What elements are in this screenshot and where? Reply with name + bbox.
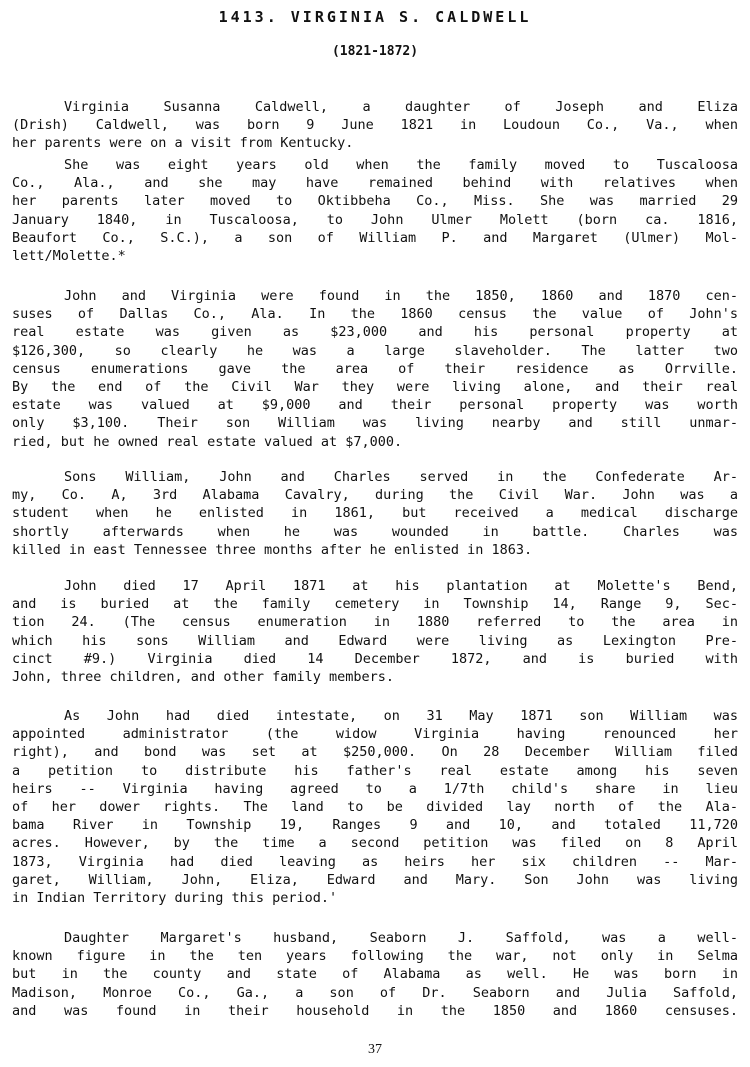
text-line: Daughter Margaret's husband, Seaborn J. Saffold, was a well-: [64, 930, 738, 946]
text-line: Virginia Susanna Caldwell, a daughter of Joseph and Eliza: [64, 99, 738, 115]
page-number: 37: [368, 1042, 382, 1057]
text-line: of her dower rights. The land to be divided lay north of the Ala-: [12, 798, 738, 815]
text-line: 1873, Virginia had died leaving as heirs her six children -- Mar-: [12, 853, 738, 870]
text-line: bama River in Township 19, Ranges 9 and 10, and totaled 11,720: [12, 817, 738, 834]
paragraph-birth: [12, 98, 738, 153]
text-line: John died 17 April 1871 at his plantation at Molette's Bend,: [64, 578, 738, 594]
text-line: student when he enlisted in 1861, but received a medical discharge: [12, 505, 738, 522]
text-line: cinct #9.) Virginia died 14 December 1872, and is buried with: [12, 650, 738, 667]
text-line: her parents were on a visit from Kentucky.: [12, 135, 354, 152]
text-line: As John had died intestate, on 31 May 1871 son William was: [64, 708, 738, 724]
paragraph-deaths: [12, 577, 738, 686]
text-line: tion 24. (The census enumeration in 1880 referred to the area in: [12, 614, 738, 631]
text-line: killed in east Tennessee three months after he enlisted in 1863.: [12, 541, 533, 558]
text-line: known figure in the ten years following the war, not only in Selma: [12, 948, 738, 965]
text-line: lett/Molette.*: [12, 247, 126, 264]
text-line: Co., Ala., and she may have remained behind with relatives when: [12, 175, 738, 192]
paragraph-marriage: [12, 156, 738, 265]
paragraph-saffold: [12, 929, 738, 1020]
text-line: (Drish) Caldwell, was born 9 June 1821 in Loudoun Co., Va., when: [12, 117, 738, 134]
text-line: Beaufort Co., S.C.), a son of William P. and Margaret (Ulmer) Mol-: [12, 229, 738, 246]
paragraph-census: [12, 287, 738, 451]
text-line: $126,300, so clearly he was a large slaveholder. The latter two: [12, 342, 738, 359]
paragraph-estate: [12, 707, 738, 907]
text-line: estate was valued at $9,000 and their personal property was worth: [12, 397, 738, 414]
text-line: which his sons William and Edward were living as Lexington Pre-: [12, 632, 738, 649]
life-dates: (1821-1872): [331, 44, 419, 59]
text-line: By the end of the Civil War they were living alone, and their real: [12, 378, 738, 395]
text-line: John and Virginia were found in the 1850, 1860 and 1870 cen-: [64, 288, 738, 304]
page-title: 1413. VIRGINIA S. CALDWELL: [218, 8, 532, 26]
text-line: my, Co. A, 3rd Alabama Cavalry, during the Civil War. John was a: [12, 487, 738, 504]
text-line: John, three children, and other family members.: [12, 668, 395, 685]
text-line: only $3,100. Their son William was living nearby and still unmar-: [12, 415, 738, 432]
text-line: garet, William, John, Eliza, Edward and Mary. Son John was living: [12, 871, 738, 888]
text-line: a petition to distribute his father's real estate among his seven: [12, 762, 738, 779]
text-line: heirs -- Virginia having agreed to a 1/7th child's share in lieu: [12, 780, 738, 797]
text-line: but in the county and state of Alabama as well. He was born in: [12, 966, 738, 983]
text-line: Sons William, John and Charles served in the Confederate Ar-: [64, 469, 738, 485]
text-line: suses of Dallas Co., Ala. In the 1860 census the value of John's: [12, 306, 738, 323]
text-line: census enumerations gave the area of their residence as Orrville.: [12, 360, 738, 377]
text-line: in Indian Territory during this period.': [12, 889, 338, 906]
document-page: [12, 0, 738, 1067]
text-line: ried, but he owned real estate valued at $7,000.: [12, 433, 403, 450]
text-line: appointed administrator (the widow Virginia having renounced her: [12, 726, 738, 743]
text-line: real estate was given as $23,000 and his personal property at: [12, 324, 738, 341]
text-line: Madison, Monroe Co., Ga., a son of Dr. Seaborn and Julia Saffold,: [12, 984, 738, 1001]
text-line: acres. However, by the time a second petition was filed on 8 April: [12, 835, 738, 852]
text-line: She was eight years old when the family moved to Tuscaloosa: [64, 157, 738, 173]
text-line: right), and bond was set at $250,000. On 28 December William filed: [12, 744, 738, 761]
text-line: her parents later moved to Oktibbeha Co., Miss. She was married 29: [12, 193, 738, 210]
text-line: shortly afterwards when he was wounded in battle. Charles was: [12, 523, 738, 540]
text-line: and is buried at the family cemetery in Township 14, Range 9, Sec-: [12, 596, 738, 613]
text-line: January 1840, in Tuscaloosa, to John Ulmer Molett (born ca. 1816,: [12, 211, 738, 228]
paragraph-confederate-service: [12, 468, 738, 559]
text-line: and was found in their household in the 1850 and 1860 censuses.: [12, 1002, 738, 1019]
